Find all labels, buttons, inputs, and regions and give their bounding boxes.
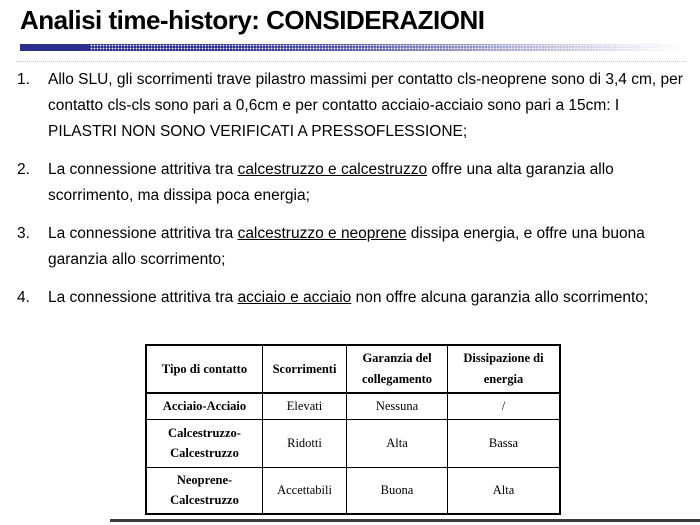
list-item-text-underlined: calcestruzzo e neoprene (237, 225, 407, 242)
table-cell-contact: Acciaio-Acciaio (146, 393, 263, 419)
list-item-text (48, 285, 685, 311)
list-item-text (48, 157, 685, 209)
table-row (146, 467, 560, 514)
list-item-text-prefix: Allo SLU, gli scorrimenti trave pilastro massimi per contatto cls-neoprene sono di 3,4 cm, per contatto cls-cls sono pari a 0,6cm e per contatto acciaio-acciaio sono pari a 15cm: I PILASTRI NON SONO VERIFICATI A PRESSOFLESSIONE; (48, 71, 683, 140)
table-cell-dissipazione: / (448, 393, 561, 419)
list-item-number: 3. (17, 225, 30, 242)
slide-title: Analisi time-history: CONSIDERAZIONI (20, 5, 485, 35)
list-item-1 (17, 67, 685, 145)
list-item-text (48, 67, 685, 145)
list-item-2 (17, 157, 685, 209)
table-cell-contact: Calcestruzzo-Calcestruzzo (146, 419, 263, 467)
table-header-dissipazione: Dissipazione di energia (448, 345, 561, 393)
slide-bottom-rule (110, 519, 700, 522)
numbered-list (17, 67, 685, 323)
list-item-text (48, 221, 685, 273)
title-accent-rule (20, 44, 685, 51)
list-item-number: 4. (17, 289, 30, 306)
table-header-scorrimenti: Scorrimenti (263, 345, 347, 393)
table-cell-dissipazione: Bassa (448, 419, 561, 467)
list-item-text-suffix: non offre alcuna garanzia allo scorrimento; (351, 289, 649, 306)
list-item-text-underlined: calcestruzzo e calcestruzzo (237, 161, 428, 178)
list-item-text-prefix: La connessione attritiva tra (48, 225, 238, 242)
table-cell-scorrimenti: Accettabili (263, 467, 347, 514)
table-row (146, 393, 560, 419)
decorative-dotted-line (16, 61, 686, 62)
list-item-4 (17, 285, 685, 311)
list-item-3 (17, 221, 685, 273)
table-header-contact: Tipo di contatto (146, 345, 263, 393)
list-item-text-underlined: acciaio e acciaio (237, 289, 352, 306)
list-item-number: 2. (17, 161, 30, 178)
table-cell-scorrimenti: Elevati (263, 393, 347, 419)
list-item-number: 1. (17, 71, 30, 88)
table-cell-contact: Neoprene-Calcestruzzo (146, 467, 263, 514)
table-header-row (146, 345, 560, 393)
list-item-text-suffix: dissipa energia, e offre una buona garanzia allo scorrimento; (48, 225, 645, 268)
list-item-text-prefix: La connessione attritiva tra (48, 161, 238, 178)
table-cell-garanzia: Buona (347, 467, 448, 514)
table-cell-garanzia: Nessuna (347, 393, 448, 419)
list-item-text-prefix: La connessione attritiva tra (48, 289, 238, 306)
table-cell-dissipazione: Alta (448, 467, 561, 514)
table-cell-garanzia: Alta (347, 419, 448, 467)
table-row (146, 419, 560, 467)
table-cell-scorrimenti: Ridotti (263, 419, 347, 467)
table-header-garanzia: Garanzia del collegamento (347, 345, 448, 393)
contact-comparison-table (145, 344, 561, 515)
list-item-text-suffix: offre una alta garanzia allo scorrimento, ma dissipa poca energia; (48, 161, 614, 204)
